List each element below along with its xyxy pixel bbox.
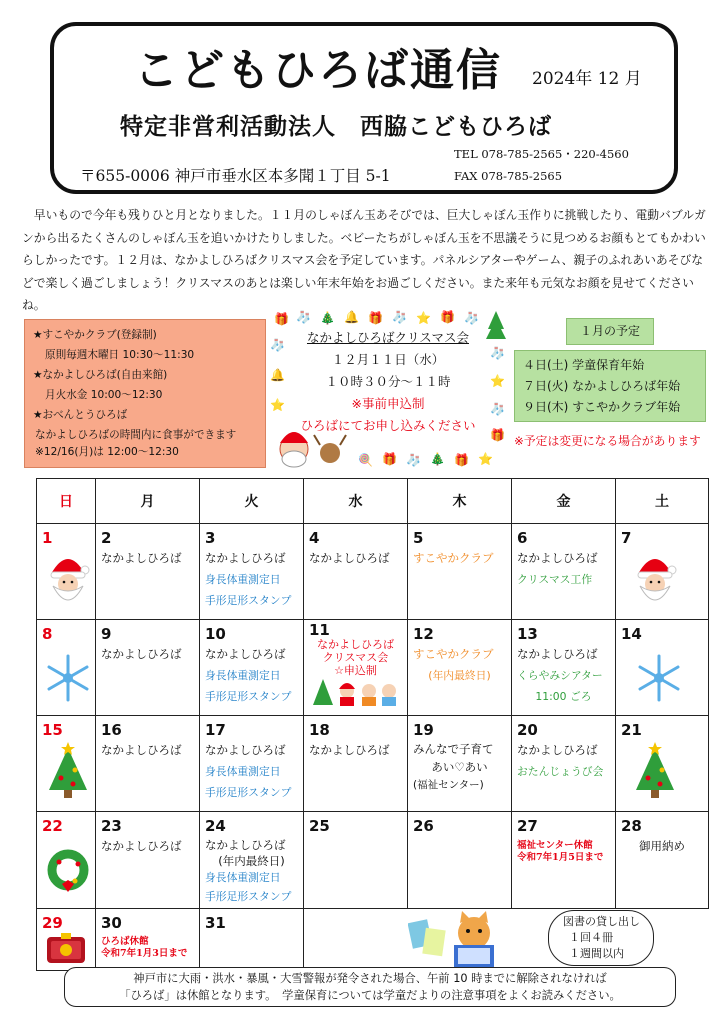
program-extra: ※12/16(月)は 12:00～12:30 <box>35 446 179 458</box>
day-number: 29 <box>42 914 63 932</box>
footer-line: 「ひろば」は休館となります。 学童保育については学童だよりの注意事項をよくお読みください。 <box>119 989 621 1002</box>
calendar-day <box>37 716 96 812</box>
svg-text:⭐: ⭐ <box>416 311 431 325</box>
day-event: なかよしひろば <box>517 743 598 757</box>
calendar-day <box>37 812 96 909</box>
day-number: 17 <box>205 721 226 739</box>
snowflake-icon <box>636 644 682 704</box>
weekday-header-row <box>37 479 709 524</box>
day-event: 身長体重測定日 <box>205 765 281 778</box>
calendar-day <box>96 812 200 909</box>
day-event: (年内最終日) <box>218 854 285 868</box>
day-event: なかよしひろば <box>517 647 598 661</box>
fax-number: FAX 078-785-2565 <box>454 169 563 183</box>
calendar-day <box>96 524 200 620</box>
december-calendar <box>36 478 709 971</box>
day-number: 14 <box>621 625 642 643</box>
santa-icon <box>45 548 91 608</box>
svg-text:🍭: 🍭 <box>358 453 373 467</box>
day-number: 3 <box>205 529 216 547</box>
day-number: 18 <box>309 721 330 739</box>
svg-text:🧦: 🧦 <box>490 346 505 360</box>
day-event: なかよしひろば <box>101 551 182 565</box>
cat-reading-icon <box>408 911 508 971</box>
day-number: 1 <box>42 529 53 547</box>
january-item: ９日(木) すこやかクラブ年始 <box>523 400 681 414</box>
day-number: 6 <box>517 529 528 547</box>
day-event: なかよしひろば <box>101 839 182 853</box>
day-event: なかよしひろば <box>205 838 286 852</box>
calendar-day <box>200 716 304 812</box>
calendar-day <box>96 620 200 716</box>
weekday-thursday: 木 <box>408 479 512 524</box>
calendar-day <box>616 716 709 812</box>
day-event: 手形足形スタンプ <box>205 890 292 903</box>
day-number: 9 <box>101 625 112 643</box>
calendar-day <box>616 524 709 620</box>
calendar-day <box>200 620 304 716</box>
calendar-day <box>304 620 408 716</box>
day-event: すこやかクラブ <box>413 647 494 661</box>
day-number: 28 <box>621 817 642 835</box>
wreath-icon <box>45 836 91 896</box>
library-period: １週間以内 <box>569 947 624 960</box>
day-number: 7 <box>621 529 632 547</box>
christmas-party-date: １２月１１日（水） <box>331 352 445 367</box>
day-event: (福祉センター) <box>413 779 484 791</box>
calendar-day <box>200 812 304 909</box>
day-event: なかよしひろば <box>317 638 394 651</box>
day-event: なかよしひろば <box>205 743 286 757</box>
calendar-week <box>37 524 709 620</box>
day-event: 令和7年1月5日まで <box>517 852 604 863</box>
svg-text:🧦: 🧦 <box>464 311 479 325</box>
issue-date: 2024年 12 月 <box>532 69 642 89</box>
organization-name: 特定非営利活動法人 西脇こどもひろば <box>120 113 552 140</box>
santa-icon <box>632 548 678 608</box>
day-event: なかよしひろば <box>309 743 390 757</box>
calendar-day <box>616 620 709 716</box>
day-event: 身長体重測定日 <box>205 573 281 586</box>
program-detail: 原則毎週木曜日 10:30～11:30 <box>45 349 195 361</box>
svg-text:🎁: 🎁 <box>368 311 383 325</box>
calendar-day <box>512 524 616 620</box>
day-event: なかよしひろば <box>101 647 182 661</box>
weekday-friday: 金 <box>512 479 616 524</box>
calendar-day <box>512 812 616 909</box>
library-limit: １回４冊 <box>569 931 613 944</box>
weekday-monday: 月 <box>96 479 200 524</box>
calendar-day <box>616 812 709 909</box>
calendar-day <box>408 620 512 716</box>
program-name: ★すこやかクラブ(登録制) <box>33 329 157 341</box>
christmas-party-time: １０時３０分～１１時 <box>325 374 451 389</box>
calendar-day <box>200 524 304 620</box>
january-item: ４日(土) 学童保育年始 <box>523 358 645 372</box>
snowflake-icon <box>45 644 91 704</box>
day-number: 4 <box>309 529 320 547</box>
day-number: 30 <box>101 914 122 932</box>
calendar-day <box>408 812 512 909</box>
day-event: ひろば休館 <box>101 936 149 947</box>
program-detail: 月火水金 10:00～12:30 <box>45 389 163 401</box>
day-number: 10 <box>205 625 226 643</box>
day-event: なかよしひろば <box>205 647 286 661</box>
svg-text:🎁: 🎁 <box>440 310 455 324</box>
header-box <box>50 22 678 194</box>
svg-text:🎁: 🎁 <box>454 453 469 467</box>
january-schedule <box>514 350 706 422</box>
day-event: なかよしひろば <box>101 743 182 757</box>
christmas-party-note: ※事前申込制 <box>351 396 425 411</box>
calendar-day <box>96 909 200 971</box>
calendar-day <box>37 524 96 620</box>
calendar-week <box>37 812 709 909</box>
day-number: 2 <box>101 529 112 547</box>
day-number: 15 <box>42 721 63 739</box>
day-number: 13 <box>517 625 538 643</box>
day-event: (年内最終日) <box>428 669 491 682</box>
svg-text:🎁: 🎁 <box>490 428 505 442</box>
calendar-day <box>37 909 96 971</box>
christmas-tree-icon <box>632 740 678 800</box>
day-event: すこやかクラブ <box>413 551 494 565</box>
svg-text:🔔: 🔔 <box>344 310 359 324</box>
intro-paragraph: 早いもので今年も残りひと月となりました。１１月のしゃぼん玉あそびでは、巨大しゃぼん玉作りに挑戦したり、電動バブルガンから出るたくさんのしゃぼん玉を追いかけたりしました。ベビーたちがしゃぼん玉を不思議そうに見つめるお顔もとてもかわいらしかったです。１２月は、なかよしひろばクリスマス会を予定しています。パネルシアターやゲーム、親子のふれあいあそびなどで楽しく過ごしましょう！クリスマスのあとは楽しい年末年始をお過ごしください。また来年も元気なお顔を見せてくださいね。 <box>22 208 706 312</box>
svg-text:🎄: 🎄 <box>320 311 335 325</box>
day-number: 8 <box>42 625 53 643</box>
svg-text:🧦: 🧦 <box>270 338 285 352</box>
christmas-party-box <box>268 309 508 469</box>
calendar-day <box>200 909 304 971</box>
calendar-day <box>512 716 616 812</box>
christmas-tree-icon <box>45 740 91 800</box>
svg-text:⭐: ⭐ <box>478 452 493 466</box>
january-item: ７日(火) なかよしひろば年始 <box>523 379 681 393</box>
weekday-saturday: 土 <box>616 479 709 524</box>
day-number: 24 <box>205 817 226 835</box>
day-number: 19 <box>413 721 434 739</box>
day-number: 16 <box>101 721 122 739</box>
svg-text:🧦: 🧦 <box>490 402 505 416</box>
calendar-day <box>96 716 200 812</box>
svg-text:⭐: ⭐ <box>270 398 285 412</box>
footer-line: 神戸市に大雨・洪水・暴風・大雪警報が発令された場合、午前 10 時までに解除されなければ <box>133 972 607 985</box>
day-event: なかよしひろば <box>309 551 390 565</box>
day-number: 5 <box>413 529 424 547</box>
calendar-day <box>304 716 408 812</box>
program-name: ★なかよしひろば(自由来館) <box>33 369 168 381</box>
day-event: ☆申込制 <box>334 664 377 677</box>
weekday-tuesday: 火 <box>200 479 304 524</box>
library-title: 図書の貸し出し <box>563 915 640 928</box>
svg-text:🔔: 🔔 <box>270 368 285 382</box>
christmas-party-icon <box>311 677 401 707</box>
newsletter-title: こどもひろば通信 <box>134 45 502 96</box>
day-event: 身長体重測定日 <box>205 871 281 884</box>
day-event: 御用納め <box>639 839 685 853</box>
svg-text:🎁: 🎁 <box>274 312 289 326</box>
calendar-day <box>37 620 96 716</box>
day-event: クリスマス会 <box>322 651 389 664</box>
christmas-party-text <box>268 327 508 437</box>
january-heading: １月の予定 <box>566 318 654 345</box>
svg-text:🧦: 🧦 <box>392 310 407 324</box>
svg-text:⭐: ⭐ <box>490 374 505 388</box>
svg-text:🧦: 🧦 <box>296 310 311 324</box>
day-event: 手形足形スタンプ <box>205 786 292 799</box>
day-event: 手形足形スタンプ <box>205 594 292 607</box>
calendar-day <box>304 812 408 909</box>
calendar-day <box>408 716 512 812</box>
day-number: 23 <box>101 817 122 835</box>
day-number: 31 <box>205 914 226 932</box>
day-event: 手形足形スタンプ <box>205 690 292 703</box>
day-number: 21 <box>621 721 642 739</box>
january-note: ※予定は変更になる場合があります <box>514 434 701 448</box>
osechi-box-icon <box>43 931 89 967</box>
footer-notice <box>64 967 676 1007</box>
day-event: なかよしひろば <box>517 551 598 565</box>
day-number: 26 <box>413 817 434 835</box>
day-event: あい♡あい <box>431 760 488 774</box>
day-event: クリスマス工作 <box>517 573 593 586</box>
day-number: 11 <box>309 621 330 639</box>
calendar-week <box>37 716 709 812</box>
library-lending-info <box>548 910 654 966</box>
day-event: おたんじょうび会 <box>517 765 604 778</box>
postal-address: 〒655-0006 神戸市垂水区本多聞１丁目 5-1 <box>80 167 391 185</box>
christmas-party-apply: ひろばにてお申し込みください <box>300 418 476 433</box>
day-number: 22 <box>42 817 63 835</box>
day-number: 12 <box>413 625 434 643</box>
day-event: 11:00 ごろ <box>535 690 592 703</box>
day-event: 身長体重測定日 <box>205 669 281 682</box>
programs-box <box>24 319 266 468</box>
day-number: 25 <box>309 817 330 835</box>
svg-text:🎄: 🎄 <box>430 452 445 466</box>
weekday-wednesday: 水 <box>304 479 408 524</box>
calendar-day <box>408 524 512 620</box>
day-event: くらやみシアター <box>517 669 603 682</box>
calendar-day <box>512 620 616 716</box>
program-name: ★おべんとうひろば <box>33 409 128 421</box>
christmas-party-title: なかよしひろばクリスマス会 <box>306 330 469 345</box>
day-event: なかよしひろば <box>205 551 286 565</box>
day-number: 20 <box>517 721 538 739</box>
day-event: 福祉センター休館 <box>517 840 593 851</box>
day-number: 27 <box>517 817 538 835</box>
day-event: 令和7年1月3日まで <box>101 948 188 959</box>
weekday-sunday: 日 <box>37 479 96 524</box>
calendar-day <box>304 524 408 620</box>
svg-text:🧦: 🧦 <box>406 453 421 467</box>
calendar-week <box>37 620 709 716</box>
telephone: TEL 078-785-2565・220-4560 <box>454 147 629 161</box>
day-event: みんなで子育て <box>413 742 494 756</box>
program-detail: なかよしひろばの時間内に食事ができます <box>35 429 237 441</box>
svg-text:🎁: 🎁 <box>382 452 397 466</box>
